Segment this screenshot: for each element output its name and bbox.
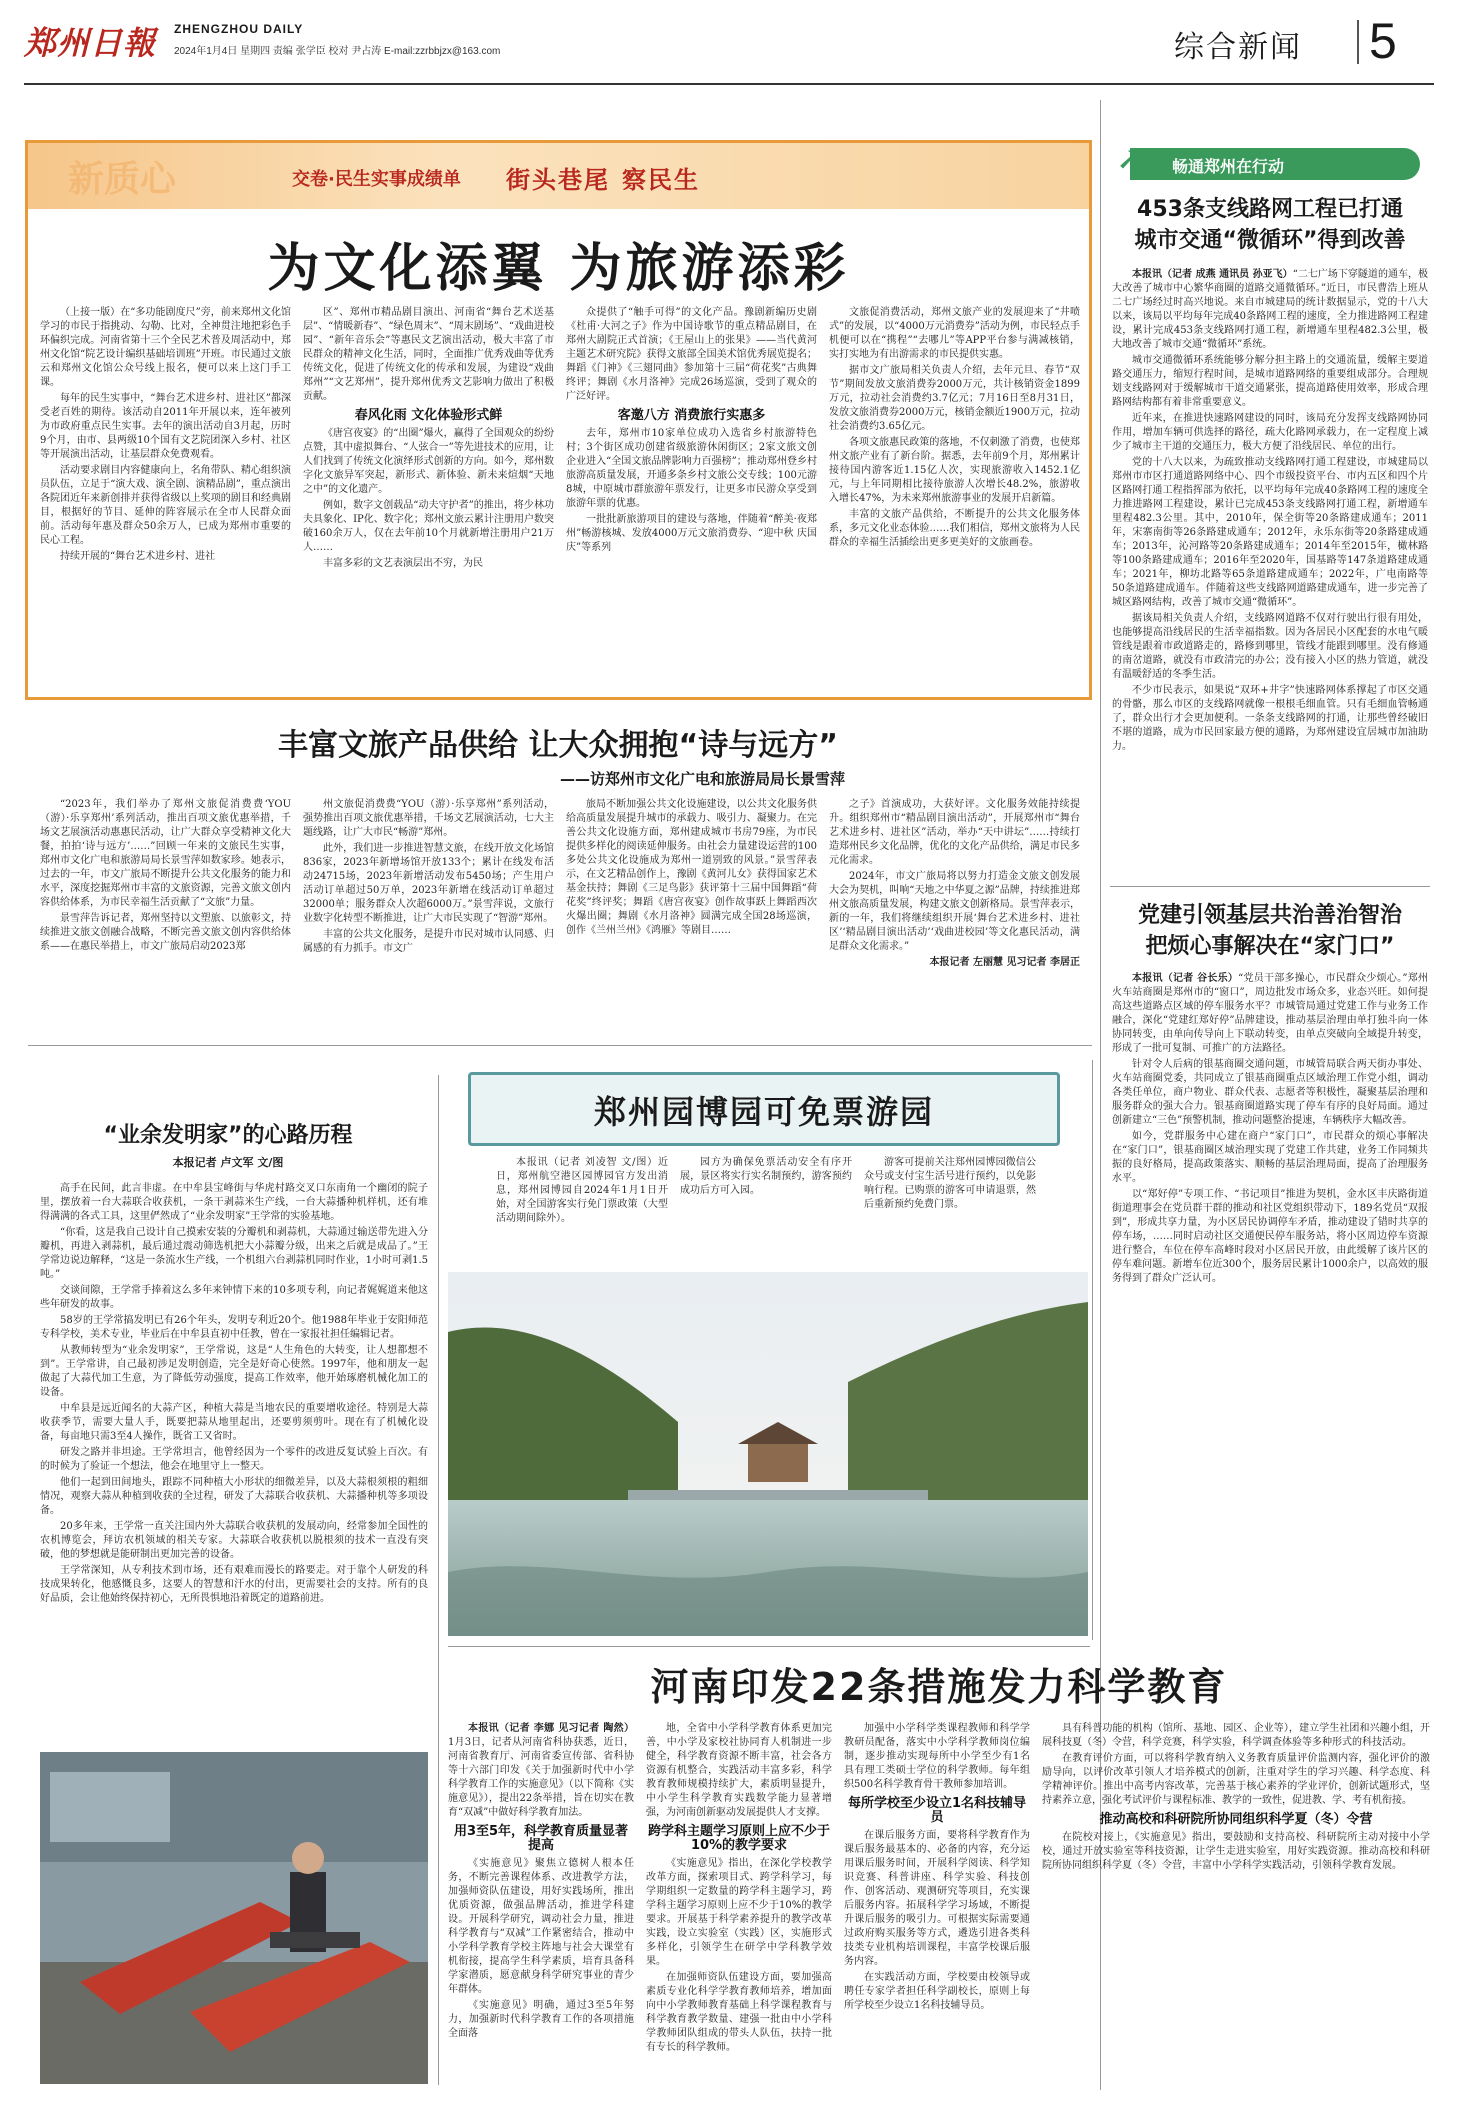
newspaper-logo: 郑州日報 [24, 24, 157, 62]
culture-p: 丰富多彩的文艺表演层出不穷，为民 [323, 558, 483, 569]
party-p: 如今，党群服务中心建在商户“家门口”，市民群众的烦心事解决在“家门口”，银基商圈区域治理实现了党建工作共建，业务工作同频共振的良好格局，提高政策落实、顺畅的基层治理局面，提高了治理服务水平。 [1112, 1131, 1428, 1184]
interview-p: 景雪萍告诉记者，郑州坚持以文塑旅、以旅彰文，持续推进文旅文创融合战略，不断完善文旅文创内容供给体系——在惠民举措上，市文广旅局启动2023郑 [40, 913, 291, 952]
inventor-p: 中牟县是远近闻名的大蒜产区，种植大蒜是当地农民的重要增收途径。特别是大蒜收获季节，需要大量人手，既要把蒜从地里起出，还要剪须剪叶。现在有了机械化设备，每亩地只需3至4人操作，既省工又省时。 [40, 1403, 428, 1442]
road-body [1112, 268, 1428, 878]
interview-subtitle: ——访郑州市文化广电和旅游局局长景雪萍 [560, 770, 846, 788]
inventor-p: 交谈间隙，王学常手捧着这么多年来钟情下来的10多项专利，向记者娓娓道来他这些年研发的故事。 [40, 1285, 428, 1310]
park-p: 园方为确保免票活动安全有序开展，景区将实行实名制预约，游客预约成功后方可入园。 [680, 1157, 852, 1196]
section-divider [1357, 20, 1359, 64]
park-headline-box [468, 1072, 1060, 1146]
edu-p: 《实施意见》指出，在深化学校教学改革方面，探索项目式、跨学科学习，每学期组织一定数量的跨学科主题学习，跨学科主题学习原则上应不少于10%的教学要求。开展基于科学素养提升的教学改革实践，设立实验室（实践）区，实施形式多样化，引领学生在研学中学科教学效果。 [646, 1858, 832, 1967]
interview-body [40, 798, 1080, 1034]
inventor-p: 他们一起到田间地头，跟踪不同种植大小形状的细微差异，以及大蒜根须根的粗细情况，观察大蒜从种植到收获的全过程，研发了大蒜联合收获机、大蒜播种机等多项设备。 [40, 1477, 428, 1516]
edu-lead: 本报讯（记者 李娜 见习记者 陶然） [468, 1723, 634, 1734]
inventor-headline: “业余发明家”的心路历程 [103, 1123, 353, 1148]
rail-rule [1110, 886, 1430, 887]
culture-p: 《唐宫夜宴》的“出圈”爆火，赢得了全国观众的纷纷点赞，其中虚拟舞台、“人弦合一”等先进技术的应用，让人们找到了传统文化演绎形式创新的方向。如今，郑州数字化文旅异军突起，新形式、新体验、新未来煊烟“天地之中”的文化遗产。 [303, 428, 554, 495]
culture-p: （上接一版）在“多功能剧度尺”旁，前来郑州文化馆学习的市民于指挑动、勾勒、比对，全神贯注地把彩色手环偏织完成。河南省第十三个全民艺术普及周活动中，郑州文化馆“院艺设计编织基础培训班”开班。市民通过文旅云和郑州文化馆公众号线上报名，便可以来上这门手工课。 [40, 307, 291, 388]
culture-subhead: 春风化雨 文化体验形式鲜 [354, 408, 503, 423]
edu-p: 在加强师资队伍建设方面，要加强高素质专业化科学学教育教师培养，增加面向中小学教师教育基础上科学课程教育与科学教育教学数量、建强一批由中小学科学教师团队组成的带头人队伍，扶持一批有专长的科学教师。 [646, 1972, 832, 2053]
edu-col-3 [844, 1722, 1030, 2092]
culture-p: 众提供了“触手可得”的文化产品。豫剧新编历史剧《杜甫·大河之子》作为中国诗歌节的重点精品剧目，在郑州大剧院正式首演；《王屋山上的张果》——当代黄河主题艺术研究院》获得文旅部全国美术馆优秀展览提名；舞蹈《门神》《三翅同曲》参加第十三届“荷花奖”古典舞终评；舞剧《水月洛神》完成26场巡演，受到了观众的广泛好评。 [566, 307, 817, 402]
inventor-byline: 本报记者 卢文军 文/图 [172, 1156, 284, 1169]
culture-p: 一批批新旅游项目的建设与落地，伴随着“醉美·夜郑州”畅游核城、发放4000万元文旅消费券、“迎中秋 庆国庆”等系列 [566, 514, 817, 553]
interview-p: 此外，我们进一步推进智慧文旅，在线开放文化场馆836家，2023年新增场馆开放133个；累计在线发布活动24715场，2023年新增活动发布5450场；产生用户活动订单超过50万单，2023年新增在线活动订单超过32000单；服务群众人次超6000万。”景雪萍说，文旅行业数字化转型不断推进，让广大市民实现了“智游”郑州。 [303, 843, 554, 924]
culture-p: 文旅促消费活动，郑州文旅产业的发展迎来了“井喷式”的发展，以“4000万元消费券”活动为例，市民轻点手机便可以在“携程”“去哪儿”等APP平台参与满减核销，实打实地为有出游需求的市民提供实惠。 [829, 307, 1080, 360]
road-p-text: “二七广场下穿隧道的通车，极大改善了城市中心繁华商圈的道路交通微循环。”近日，市民曹浩上班从二七广场经过时高兴地说。来自市城建局的统计数据显示，党的十八大以来，该局以平均每年完成40条路网工程的速度，全力推进路网工程建设，累计完成453条支线路网打通工程，新增通车里程482.3公里，极大地改善了城市交通“微循环”系统。 [1112, 269, 1428, 350]
edu-p: 加强中小学科学类课程教师和科学学教研员配备，落实中小学科学教师岗位编制，逐步推动实现每所中小学至少有1名具有理工类硕士学位的科学教师。每年组织500名科学教育骨干教师参加培训。 [844, 1723, 1030, 1790]
inventor-p: “你看，这是我自己设计自己摸索安装的分瓣机和剥蒜机，大蒜通过输送带先进入分瓣机，再进入剥蒜机，最后通过震动筛选机把大小蒜瓣分级，出来之后就是成品了。”王学常边说边解释，“这是一条流水生产线，一个机组六台剥蒜机同时作业，1小时可剥1.5吨。” [40, 1227, 428, 1280]
road-p: 城市交通微循环系统能够分解分担主路上的交通流量，缓解主要道路交通压力，缩短行程时间，是城市道路网络的重要组成部分。合理规划支线路网对于缓解城市干道交通紧张，提高道路使用效率，形成合理路网结构都有着非常重要意义。 [1112, 355, 1428, 408]
road-headline [1110, 194, 1430, 256]
logo-en: ZHENGZHOU DAILY [174, 22, 304, 36]
road-headline-1: 453条支线路网工程已打通 [1137, 197, 1403, 222]
banner-heading-a: 街头巷尾 [506, 166, 610, 194]
inventor-divider [438, 1075, 439, 2085]
edu-subhead: 跨学科主题学习原则上应不少于10%的教学要求 [647, 1824, 830, 1853]
road-p: 不少市民表示，如果说“双环+井字”快速路网体系撑起了市区交通的骨骼，那么市区的支线路网就像一根根毛细血管。只有毛细血管畅通了，群众出行才会更加便利。一条条支线路网的打通，让那些曾经破旧不堪的道路，成为市民回家最方便的通路，为郑州建设宜居城市加油助力。 [1112, 685, 1428, 752]
interview-byline: 本报记者 左丽慧 见习记者 李居正 [929, 957, 1080, 968]
interview-p: “2023年，我们举办了郑州文旅促消费费‘YOU（游）·乐享郑州’系列活动，推出百项文旅优惠举措，千场文艺展演活动惠惠民活动，让广大群众享受精神文化大餐，拍拍‘诗与远方’……”回顾一年来的文旅民生实事，郑州市文化广电和旅游局局长景雪萍如数家珍。她表示，过去的一年，市文广旅局不断提升公共文化服务的能力和水平，深度挖掘郑州市丰富的文旅资源，完善文旅文创内容供给体系，为市民幸福生活贡献了“文旅”力量。 [40, 799, 291, 908]
interview-p: 之子》首演成功，大获好评。文化服务效能持续提升。组织郑州市“精品剧目演出活动”，开展郑州市“舞台艺术进乡村、进社区”活动，举办“天中讲坛”……持续打造郑州民乡文化品牌，优化的文化产品供给，满足市民多元化需求。 [829, 799, 1080, 866]
inventor-p: 58岁的王学常搞发明已有26个年头，发明专利近20个。他1988年毕业于安阳师范专科学校，美术专业，毕业后在中牟县直初中任教，曾在一家报社担任编辑记者。 [40, 1315, 428, 1340]
party-lead: 本报讯（记者 谷长乐） [1132, 973, 1239, 984]
section-name: 综合新闻 [1174, 30, 1302, 65]
edu-p: 在实践活动方面，学校要由校领导或聘任专家学者担任科学副校长，原则上每所学校至少设立1名科技辅导员。 [844, 1972, 1030, 2011]
park-photo-image [448, 1272, 1088, 1636]
party-headline-2: 把烦心事解决在“家门口” [1145, 934, 1395, 959]
culture-p: 丰富的文旅产品供给，不断提升的公共文化服务体系，多元文化业态体验……我们相信，郑州文旅将为人民群众的幸福生活插绘出更多更美好的文旅画卷。 [829, 509, 1080, 548]
road-p: 党的十八大以来，为疏致推动支线路网打通工程建设，市城建局以郑州市市区打通道路网络中心、四个市级投资平台、市内五区和四个片区路网打通工程指挥部为依托，以平均每年完成40条路网工程的速度全力推进路网工程建设，累计已完成453条支线路网打通工程，新增通车里程482.3公里。其中，2010年，保全街等20条路建成通车；2011年，宋寨南街等26条路建成通车；2012年，永乐东街等20条路建成通车；2013年，沁河路等20条路建成通车；2014年至2015年，橄林路等100条路建成通车；2016年至2020年，国基路等147条道路建成通车；2021年，柳坊北路等65条道路建成通车；2022年，广电南路等50条道路建成通车。伴随着这些支线路网道路建成通车，进一步完善了城区路网结构，改善了城市交通“微循环”。 [1112, 457, 1428, 608]
rail-label [1116, 138, 1420, 180]
edu-col-2 [646, 1722, 832, 2092]
rail-label-text: 畅通郑州在行动 [1172, 157, 1285, 176]
edu-p [448, 1722, 634, 1820]
banner-label: 交卷·民生实事成绩单 [292, 169, 461, 190]
edu-p: 《实施意见》明确，通过3至5年努力，加强新时代科学教育工作的各项措施全面落 [448, 2000, 634, 2039]
inventor-photo-image [40, 1752, 428, 2084]
arrow-up-icon: ➚ [1116, 138, 1145, 178]
park-p: 游客可提前关注郑州园博园微信公众号或支付宝生活号进行预约，以免影响行程。已购票的游客可申请退票，然后重新预约免费门票。 [864, 1157, 1036, 1210]
banner-heading-b: 察民生 [622, 166, 700, 194]
road-p: 据该局相关负责人介绍，支线路网道路不仅对行驶出行很有用处，也能够提高沿线居民的生活幸福指数。因为各居民小区配套的水电气暖管线是跟着市政道路走的，路修到哪里，管线才能跟到哪里。没有修通的南岔道路，就没有市政清完的办公；没有接入小区的热力管道，就没有温暖舒适的冬季生活。 [1112, 613, 1428, 680]
edu-headline: 河南印发22条措施发力科学教育 [650, 1665, 1228, 1709]
culture-p: 区”、郑州市精品剧目演出、河南省“舞台艺术送基层”、“情暖新春”、“绿色周末”、“周末剧场”、“戏曲进校园”、“新年音乐会”等惠民文艺演出活动，极大丰富了市民群众的精神文化生活，同时，全面推广优秀戏曲等优秀传统文化，促进了传统文化的传承和发展，为建设“戏曲郑州”“文艺郑州”，提升郑州优秀文艺影响力做出了积极贡献。 [303, 307, 554, 402]
edu-p: 在课后服务方面，要将科学教育作为课后服务最基本的、必备的内容，充分运用课后服务时间，开展科学阅读、科学知识竞赛、科普讲座、科学实验、科技创作、创客活动、观测研究等项目，充实课后服务内容。拓展科学学习场域，不断提升课后服务的吸引力。可根据实际需要通过政府购买服务等方式，遴选引进各类科技类专业机构培训课程，丰富学校课后服务内容。 [844, 1830, 1030, 1967]
inventor-p: 王学常深知，从专利技术到市场，还有艰难而漫长的路要走。对于靠个人研发的科技成果转化，他感慨良多，这要人的智慧和汗水的付出，更需要社会的支持。所有的良好品质，会让他始终保持初心，无所畏惧地沿着既定的道路前进。 [40, 1565, 428, 1604]
edu-intro: 1月3日，记者从河南省科协获悉，近日，河南省教育厅、河南省委宣传部、省科协等十六部门印发《关于加强新时代中小学科学教育工作的实施意见》（以下简称《实施意见》），提出22条举措，旨在切实在教育“双减”中做好科学教育加法。 [448, 1737, 634, 1818]
culture-p: 例如，数字文创载品“动夫守护者”的推出，将少林功夫具象化、IP化、数字化；郑州文旅云累计注册用户数突破160余万人，仅在去年前10个月就新增注册用户21万人…… [303, 500, 554, 553]
edu-col-1 [448, 1722, 634, 2092]
feature-banner [28, 143, 1089, 209]
inventor-photo [40, 1752, 428, 2084]
party-headline [1110, 900, 1430, 962]
edu-p: 具有科普功能的机构（馆所、基地、园区、企业等），建立学生社团和兴趣小组，开展科技夏（冬）令营，科学竞赛，科学实验，科学调查体验等多种形式的科技活动。 [1042, 1723, 1430, 1748]
party-p [1112, 972, 1428, 1056]
culture-subhead: 客邀八方 消费旅行实惠多 [617, 408, 766, 423]
park-body [496, 1156, 1036, 1266]
culture-p: 去年，郑州市10家单位成功入选省乡村旅游特色村；3个街区成功创建省级旅游休闲街区；2家文旅文创企业进入“全国文旅品牌影响力百强榜”；推动郑州登乡村旅游高质量发展，开通多条乡村文旅公交专线；100元游8城，中原城市群旅游年票发行，让更多市民游众享受到旅游年票的优惠。 [566, 428, 817, 509]
interview-p: 2024年，市文广旅局将以努力打造金文旅文创发展大会为契机，叫响“天地之中华夏之源”品牌，持续推进郑州文旅高质量发展，构建文旅文创新格局。景雪萍表示，新的一年，我们将继续组织开展‘舞台艺术进乡村、进社区’‘精品剧目演出活动’‘戏曲进校园’等文化惠民活动，满足群众文化需求。” [829, 871, 1080, 952]
inventor-p: 高手在民间，此言非虚。在中牟县宝峰街与华虎村路交叉口东南角一个幽闭的院子里，摆放着一台大蒜联合收获机，一条干剥蒜米生产线，一台大蒜播种机样机，还有堆得满满的各式工具，这里俨然成了“业余发明家”王学常的实验基地。 [40, 1183, 428, 1222]
edu-subhead: 推动高校和科研院所协同组织科学夏（冬）令营 [1099, 1812, 1373, 1827]
edu-col-4 [1042, 1722, 1430, 2092]
inventor-p: 从教师转型为“业余发明家”，王学常说，这是“人生角色的大转变，让人想都想不到”。王学常讲，自己最初涉足发明创造，完全是好奇心使然。1997年，他和朋友一起做起了大蒜代加工生意，为了降低劳动强度，提高工作效率，他开始琢磨机械化加工的设备。 [40, 1345, 428, 1398]
culture-headline: 为文化添翼 为旅游添彩 [267, 239, 850, 299]
interview-p: 丰富的公共文化服务，是提升市民对城市认同感、归属感的有力抓手。市文广 [303, 929, 554, 954]
inventor-p: 研发之路并非坦途。王学常坦言，他曾经因为一个零件的改进反复试验上百次。有的时候为了验证一个想法，他会在地里守上一整天。 [40, 1447, 428, 1472]
party-body [1112, 972, 1428, 1572]
culture-body [40, 306, 1080, 690]
park-photo [448, 1272, 1088, 1636]
page-number: 5 [1369, 13, 1397, 69]
edu-subhead: 用3至5年，科学教育质量显著提高 [453, 1824, 629, 1853]
masthead [24, 14, 1434, 78]
banner-heading [506, 160, 700, 195]
party-p: 以“郑好停”专项工作、“书记项目”推进为契机，金水区丰庆路街道街道理事会在党员群干群的推动和社区党组织带动下，189名党员“双报到”，形成共享力量，为小区居民协调停车矛盾，推动建设了错时共享的停车场，……同时启动社区交通便民停车服务站，将小区周边停车资源进行整合，车位在停车高峰时段对小区居民开放，由此缓解了该片区的停车难问题。新增车位近300个，服务居民累计1000余户，以高效的服务得到了群众广泛认可。 [1112, 1189, 1428, 1284]
park-right-divider [1092, 1060, 1093, 1640]
inventor-body [40, 1182, 428, 1742]
party-p-text: “党员干部多操心，市民群众少烦心。”郑州火车站商圈是郑州市的“窗口”，周边批发市场众多，业态兴旺。如何提高这些道路点区域的停车服务水平？市城管局通过党建工作与业务工作融合，深化“党建红郑好停”品牌建设，推动基层治理由单打独斗向一体协同转变，由单向传导向上下联动转变，由单点突破向全域提升转变，形成了一批可复制、可推广的方法路径。 [1112, 973, 1428, 1054]
culture-p: 据市文广旅局相关负责人介绍，去年元旦、春节“双节”期间发放文旅消费券2000万元，共计核销资金1899万元，拉动社会消费约3.7亿元；7月16日至8月31日，发放文旅消费券2000万元，核销金额近1900万元，拉动社会消费约3.65亿元。 [829, 365, 1080, 432]
park-headline: 郑州园博园可免票游园 [593, 1093, 934, 1131]
park-p: 本报讯（记者 刘凌智 文/图）近日，郑州航空港区园博园官方发出消息，郑州园博园自2024年1月1日开始，对全国游客实行免门票政策（大型活动期间除外）。 [496, 1157, 668, 1224]
interview-p: 州文旅促消费费“YOU（游）·乐享郑州”系列活动，强势推出百项文旅优惠举措，千场文艺展演活动，七大主题线路，让广大市民“畅游”郑州。 [303, 799, 554, 838]
edu-subhead: 每所学校至少设立1名科技辅导员 [847, 1796, 1027, 1825]
culture-p: 各项文旅惠民政策的落地，不仅刺激了消费，也使郑州文旅产业有了新台阶。据悉，去年前9个月，郑州累计接待国内游客近1.15亿人次，实现旅游收入1452.1亿元，与上年同期相比接待旅游人次增长48.2%，旅游收入增长47%，为未来郑州旅游事业的发展开启新篇。 [829, 437, 1080, 504]
edu-p: 在教育评价方面，可以将科学教育纳入义务教育质量评价监测内容，强化评价的激励导向，以评价改革引领人才培养模式的创新，注重对学生的学习兴趣、科学态度、科学精神评价。推出中高考内容改革，完善基于核心素养的学业评价，创新试题形式，坚持素养立意，强化考试评价与课程标准、教学的一致性，促进教、学、考有机衔接。 [1042, 1753, 1430, 1806]
banner-deco: 新质心 [68, 158, 177, 200]
interview-headline: 丰富文旅产品供给 让大众拥抱“诗与远方” [278, 728, 838, 763]
edu-p: 《实施意见》聚焦立德树人根本任务，不断完善课程体系、改进教学方法，加强师资队伍建设，用好实践场所，推出优质资源，做强品牌活动，推进学科建设。开展科学研究，调动社会力量，推进科学教育与“双减”工作紧密结合，推动中小学科学教育学校主阵地与社会大课堂有机衔接，提高学生科学素质，培育具备科学家潜质，愿意献身科学研究事业的青少年群体。 [448, 1858, 634, 1995]
road-lead: 本报讯（记者 成燕 通讯员 孙亚飞） [1132, 269, 1293, 280]
inventor-p: 20多年来，王学常一直关注国内外大蒜联合收获机的发展动向，经常参加全国性的农机博览会，拜访农机领域的相关专家。大蒜联合收获机以脱根须的技术一直没有突破，他的梦想就是能研制出更加完善的设备。 [40, 1521, 428, 1560]
issue-info: 2024年1月4日 星期四 责编 张学臣 校对 尹占涛 E-mail:zzrbbjzx@163.com [174, 46, 501, 57]
culture-p: 活动要求剧目内容健康向上，名角带队、精心组织演员队伍，立足于“演大戏、演全剧、演精品剧”，重点演出各院团近年来新创排并获得省级以上奖项的剧目和经典剧目，根据好的节目、延伸的阵容展示在全市人民群众面前。活动每年惠及群众50余万人，已成为郑州市重要的民心工程。 [40, 465, 291, 546]
edu-top-rule [448, 1646, 1090, 1647]
road-headline-2: 城市交通“微循环”得到改善 [1134, 228, 1406, 253]
road-p: 近年来，在推进快速路网建设的同时，该局充分发挥支线路网协同作用，增加车辆可供选择的路径，疏大化路网承载力，在一定程度上减少了城市主干道的交通压力，极大方便了沿线居民、单位的出行。 [1112, 413, 1428, 452]
masthead-rule [24, 83, 1434, 85]
culture-p: 每年的民生实事中，“舞台艺术进乡村、进社区”都深受老百姓的期待。该活动自2011年开展以来，连年被列为市政府重点民生实事。去年的演出活动自3月起，历时9个月，由市、县两级10个国有文艺院团深入乡村、社区等开展演出活动，让基层群众免费观看。 [40, 393, 291, 460]
party-headline-1: 党建引领基层共治善治智治 [1137, 903, 1402, 928]
edu-p: 地，全省中小学科学教育体系更加完善，中小学及家校社协同育人机制进一步健全，科学教育资源不断丰富，社会各方资源有机整合，实践活动丰富多彩，科学教育教师规模持续扩大，素质明显提升，中小学生科学教育实践数学能力显著增强，为河南创新驱动发展提供人才支撑。 [646, 1723, 832, 1818]
interview-p: 旅局不断加强公共文化设施建设，以公共文化服务供给高质量发展提升城市的承载力、吸引力、凝聚力。在完善公共文化设施方面，郑州建成城市书房79座，为市民提供多样化的阅读延伸服务。由社会力量建设运营的100多处公共文化设施成为郑州一道别致的风景。”景雪萍表示，在文艺精品创作上，豫剧《黄河儿女》获得国家艺术基金扶持；舞剧《三足鸟影》获评第十三届中国舞蹈“荷花奖”终评奖；舞蹈《唐宫夜宴》创作故事跃上舞蹈西次火爆出圈；舞剧《水月洛神》圆满完成全国28场巡演，创作《兰州兰州》《鸿雁》等剧目…… [566, 799, 817, 936]
party-p: 针对令人后病的银基商圈交通问题，市城管局联合两天街办事处、火车站商圈党委，共同成立了银基商圈重点区域治理工作党小组，调动各类任单位，商户物业、群众代表、志愿者等积极性，凝聚基层治理和服务群众的强大合力。银基商圈道路实现了停车有序的良好局面。通过创新建立“三色”预警机制，推动问题整治提速，车辆秩序大幅改善。 [1112, 1059, 1428, 1126]
interview-bottom-rule [28, 1045, 1092, 1046]
culture-p: 持续开展的“舞台艺术进乡村、进社 [60, 551, 216, 562]
road-p [1112, 268, 1428, 352]
edu-p: 在院校对接上，《实施意见》指出，要鼓励和支持高校、科研院所主动对接中小学校，通过开放实验室等科技资源，让学生走进实验室，用好实践资源。推动高校和科研院所协同组织科学夏（冬）令营，丰富中小学科学实践活动，引领科学教育发展。 [1042, 1832, 1430, 1871]
